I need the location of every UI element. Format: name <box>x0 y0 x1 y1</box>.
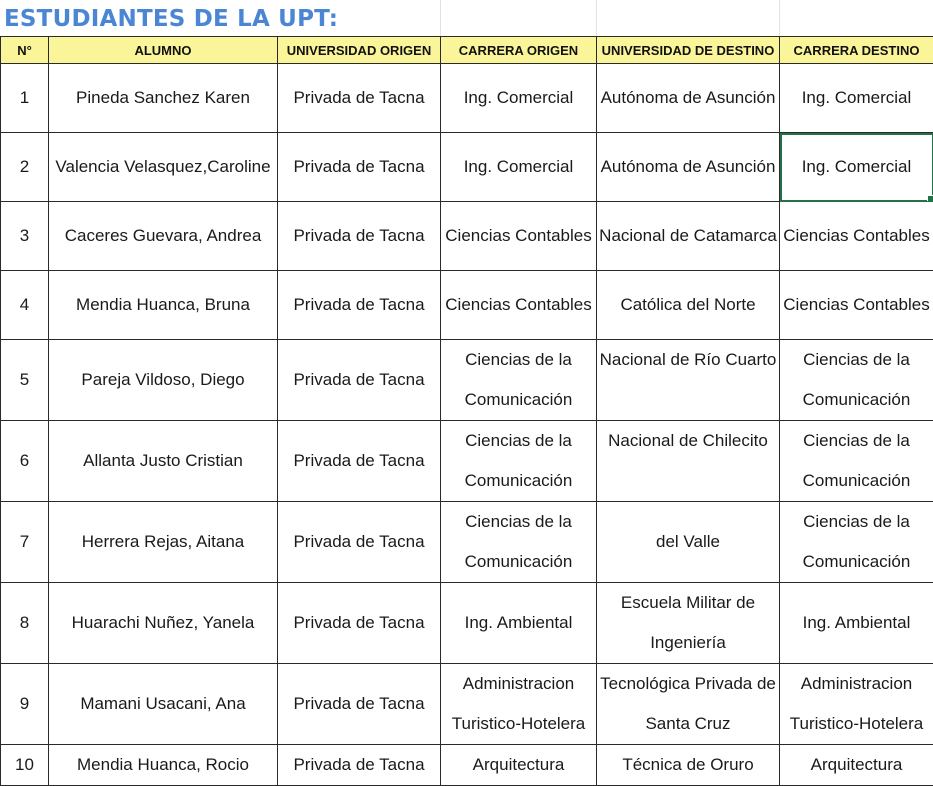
cell-carrera-destino-line: Comunicación <box>780 380 933 420</box>
cell-alumno[interactable]: Valencia Velasquez,Caroline <box>49 133 278 202</box>
cell-univ-destino-line: Nacional de Catamarca <box>597 216 779 256</box>
cell-carrera-destino[interactable] <box>780 64 933 133</box>
cell-alumno[interactable]: Mendia Huanca, Rocio <box>49 745 278 786</box>
cell-univ-destino-line: Nacional de Chilecito <box>597 421 779 461</box>
header-row <box>1 37 933 64</box>
cell-carrera-destino-line: Turistico-Hotelera <box>780 704 933 744</box>
cell-carrera-origen[interactable] <box>441 583 597 664</box>
table-row <box>1 340 933 421</box>
cell-num[interactable]: 9 <box>1 664 49 745</box>
cell-univ-origen[interactable]: Privada de Tacna <box>278 664 441 745</box>
cell-alumno[interactable]: Allanta Justo Cristian <box>49 421 278 502</box>
cell-num[interactable]: 5 <box>1 340 49 421</box>
cell-univ-destino[interactable] <box>597 583 780 664</box>
table-row <box>1 421 933 502</box>
cell-carrera-destino-line: Ciencias Contables <box>780 216 933 256</box>
table-row <box>1 271 933 340</box>
header-univ-destino[interactable]: UNIVERSIDAD DE DESTINO <box>597 37 780 64</box>
cell-carrera-destino-line: Ciencias de la <box>780 421 933 461</box>
cell-univ-destino[interactable] <box>597 64 780 133</box>
cell-univ-destino-line: Técnica de Oruro <box>597 745 779 785</box>
cell-carrera-origen-line: Ing. Ambiental <box>441 603 596 643</box>
header-univ-origen[interactable]: UNIVERSIDAD ORIGEN <box>278 37 441 64</box>
cell-univ-origen[interactable]: Privada de Tacna <box>278 64 441 133</box>
table-row <box>1 502 933 583</box>
cell-num[interactable]: 10 <box>1 745 49 786</box>
cell-alumno[interactable]: Mendia Huanca, Bruna <box>49 271 278 340</box>
students-table <box>0 36 933 786</box>
cell-carrera-destino[interactable] <box>780 583 933 664</box>
cell-carrera-destino[interactable] <box>780 133 933 202</box>
cell-univ-destino[interactable] <box>597 133 780 202</box>
cell-carrera-destino[interactable] <box>780 271 933 340</box>
table-row <box>1 202 933 271</box>
table-row <box>1 583 933 664</box>
cell-carrera-destino-line: Comunicación <box>780 542 933 582</box>
header-carrera-origen[interactable]: CARRERA ORIGEN <box>441 37 597 64</box>
cell-univ-destino[interactable] <box>597 421 780 502</box>
cell-num[interactable]: 1 <box>1 64 49 133</box>
header-carrera-destino[interactable]: CARRERA DESTINO <box>780 37 933 64</box>
cell-num[interactable]: 6 <box>1 421 49 502</box>
cell-univ-destino-line <box>597 380 779 420</box>
header-num[interactable]: N° <box>1 37 49 64</box>
cell-univ-destino-line: Católica del Norte <box>597 285 779 325</box>
cell-univ-destino[interactable] <box>597 664 780 745</box>
cell-carrera-origen-line: Ciencias de la <box>441 502 596 542</box>
cell-carrera-destino-line: Ciencias de la <box>780 340 933 380</box>
cell-univ-origen[interactable]: Privada de Tacna <box>278 583 441 664</box>
cell-carrera-destino-line: Administracion <box>780 664 933 704</box>
cell-carrera-destino-line: Ing. Ambiental <box>780 603 933 643</box>
header-alumno[interactable]: ALUMNO <box>49 37 278 64</box>
cell-carrera-origen-line: Administracion <box>441 664 596 704</box>
cell-carrera-origen-line: Ciencias Contables <box>441 216 596 256</box>
cell-carrera-origen-line: Ciencias Contables <box>441 285 596 325</box>
cell-carrera-origen-line: Ciencias de la <box>441 340 596 380</box>
cell-univ-origen[interactable]: Privada de Tacna <box>278 745 441 786</box>
cell-carrera-origen[interactable] <box>441 664 597 745</box>
cell-carrera-destino[interactable] <box>780 202 933 271</box>
cell-num[interactable]: 2 <box>1 133 49 202</box>
cell-univ-destino-line: Autónoma de Asunción <box>597 147 779 187</box>
cell-univ-origen[interactable]: Privada de Tacna <box>278 271 441 340</box>
cell-univ-destino-line: Santa Cruz <box>597 704 779 744</box>
cell-carrera-origen[interactable] <box>441 64 597 133</box>
cell-carrera-destino[interactable] <box>780 745 933 786</box>
cell-carrera-destino[interactable] <box>780 664 933 745</box>
cell-carrera-origen[interactable] <box>441 421 597 502</box>
cell-carrera-origen-line: Arquitectura <box>441 745 596 785</box>
cell-carrera-origen[interactable] <box>441 340 597 421</box>
gridline <box>440 0 441 36</box>
cell-carrera-origen-line: Ing. Comercial <box>441 147 596 187</box>
cell-num[interactable]: 4 <box>1 271 49 340</box>
cell-univ-origen[interactable]: Privada de Tacna <box>278 202 441 271</box>
cell-carrera-origen-line: Comunicación <box>441 380 596 420</box>
cell-carrera-origen-line: Comunicación <box>441 542 596 582</box>
table-row <box>1 664 933 745</box>
cell-carrera-origen-line: Comunicación <box>441 461 596 501</box>
cell-num[interactable]: 3 <box>1 202 49 271</box>
cell-carrera-destino-line: Ing. Comercial <box>780 147 933 187</box>
cell-num[interactable]: 7 <box>1 502 49 583</box>
cell-alumno[interactable]: Pineda Sanchez Karen <box>49 64 278 133</box>
cell-alumno[interactable]: Herrera Rejas, Aitana <box>49 502 278 583</box>
cell-carrera-origen[interactable] <box>441 133 597 202</box>
cell-carrera-origen[interactable] <box>441 745 597 786</box>
cell-carrera-destino-line: Ing. Comercial <box>780 78 933 118</box>
cell-univ-origen[interactable]: Privada de Tacna <box>278 133 441 202</box>
cell-carrera-origen-line: Turistico-Hotelera <box>441 704 596 744</box>
cell-univ-destino[interactable] <box>597 202 780 271</box>
cell-carrera-origen[interactable] <box>441 502 597 583</box>
cell-univ-origen[interactable]: Privada de Tacna <box>278 502 441 583</box>
fill-handle[interactable] <box>927 195 933 202</box>
cell-carrera-destino-line: Arquitectura <box>780 745 933 785</box>
cell-alumno[interactable]: Caceres Guevara, Andrea <box>49 202 278 271</box>
cell-univ-destino-line: Tecnológica Privada de <box>597 664 779 704</box>
cell-carrera-destino-line: Ciencias de la <box>780 502 933 542</box>
cell-univ-destino-line <box>597 461 779 501</box>
cell-alumno[interactable]: Pareja Vildoso, Diego <box>49 340 278 421</box>
cell-univ-destino-line: Autónoma de Asunción <box>597 78 779 118</box>
cell-carrera-origen-line: Ing. Comercial <box>441 78 596 118</box>
cell-carrera-destino-line: Comunicación <box>780 461 933 501</box>
table-row <box>1 745 933 786</box>
cell-carrera-destino[interactable] <box>780 340 933 421</box>
cell-univ-destino[interactable] <box>597 745 780 786</box>
cell-univ-origen[interactable]: Privada de Tacna <box>278 340 441 421</box>
cell-univ-destino[interactable] <box>597 271 780 340</box>
cell-univ-destino-line: Nacional de Río Cuarto <box>597 340 779 380</box>
cell-num[interactable]: 8 <box>1 583 49 664</box>
cell-alumno[interactable]: Huarachi Nuñez, Yanela <box>49 583 278 664</box>
cell-carrera-destino[interactable] <box>780 421 933 502</box>
cell-univ-destino[interactable] <box>597 502 780 583</box>
sheet-title: ESTUDIANTES DE LA UPT: <box>4 2 338 36</box>
cell-univ-destino-line: Ingeniería <box>597 623 779 663</box>
cell-carrera-origen[interactable] <box>441 271 597 340</box>
cell-univ-destino-line: del Valle <box>597 522 779 562</box>
cell-univ-destino-line: Escuela Militar de <box>597 583 779 623</box>
cell-univ-destino[interactable] <box>597 340 780 421</box>
cell-carrera-destino[interactable] <box>780 502 933 583</box>
cell-carrera-destino-line: Ciencias Contables <box>780 285 933 325</box>
cell-carrera-origen-line: Ciencias de la <box>441 421 596 461</box>
cell-carrera-origen[interactable] <box>441 202 597 271</box>
cell-univ-origen[interactable]: Privada de Tacna <box>278 421 441 502</box>
table-row <box>1 64 933 133</box>
table-row <box>1 133 933 202</box>
gridline <box>779 0 780 36</box>
cell-alumno[interactable]: Mamani Usacani, Ana <box>49 664 278 745</box>
gridline <box>596 0 597 36</box>
